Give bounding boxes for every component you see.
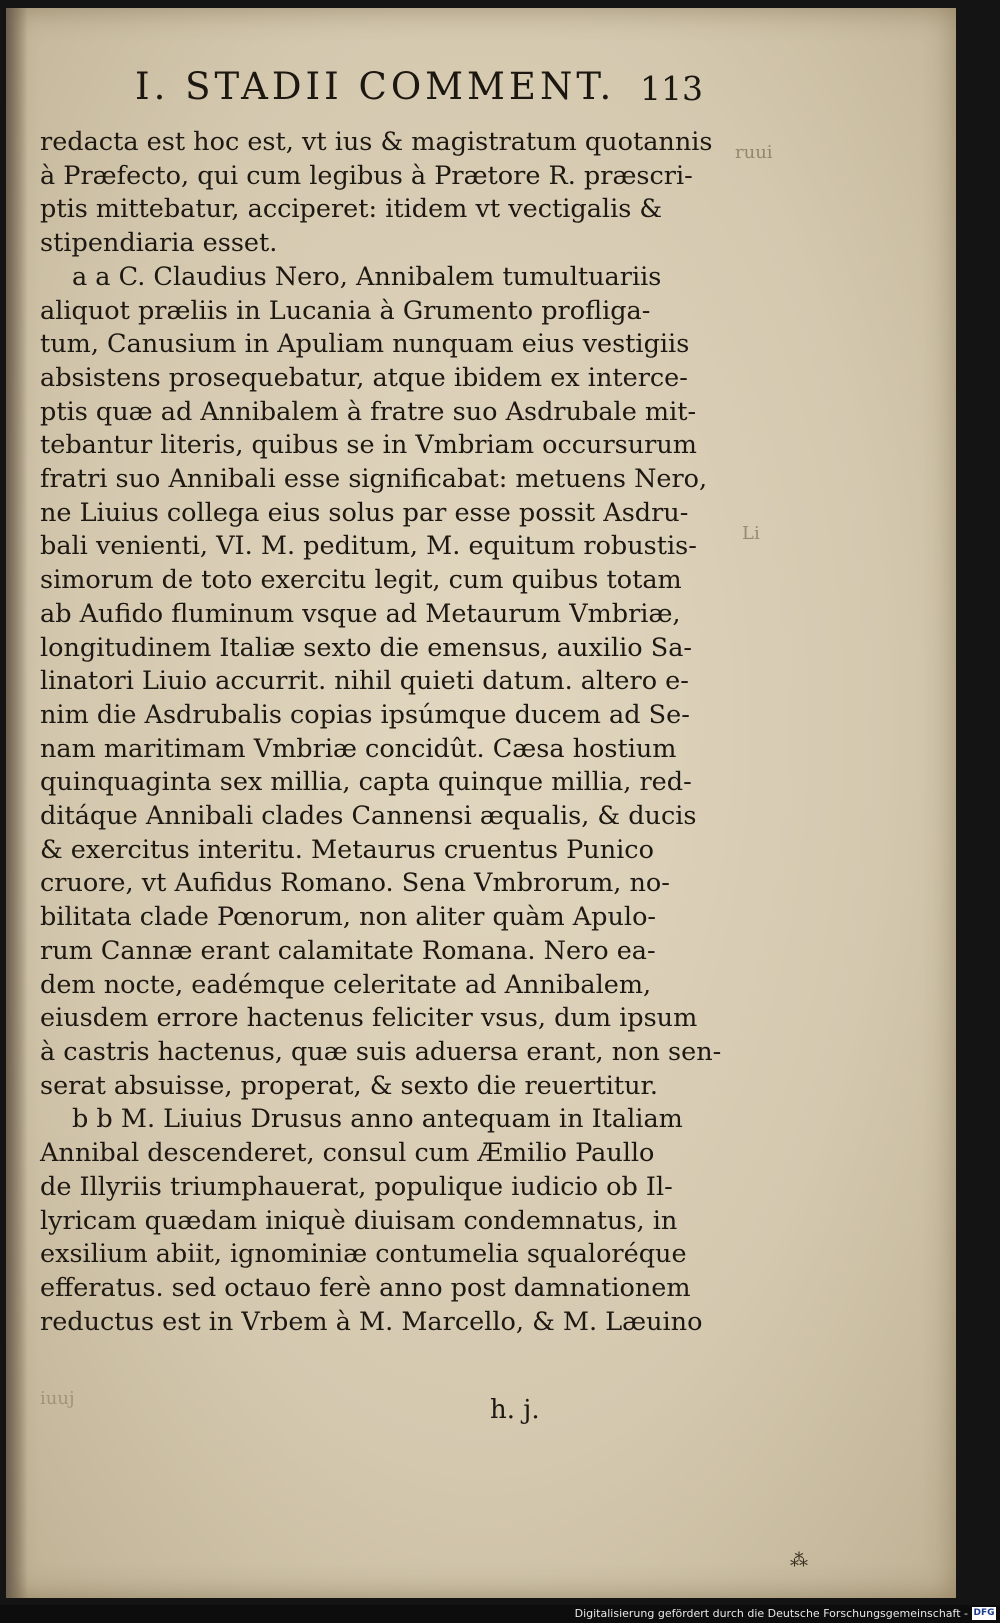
digitization-footer xyxy=(0,1605,1000,1623)
text-line: a a C. Claudius Nero, Annibalem tumultuariis xyxy=(72,261,662,292)
text-line: ptis quæ ad Annibalem à fratre suo Asdrubale mit- xyxy=(40,396,697,427)
text-line: nim die Asdrubalis copias ipsúmque ducem ad Se- xyxy=(40,699,690,730)
text-line: nam maritimam Vmbriæ concidût. Cæsa hostium xyxy=(40,733,677,764)
margin-bleed-text-right-middle: Li xyxy=(742,523,760,544)
text-line: tum, Canusium in Apuliam nunquam eius vestigiis xyxy=(40,329,690,360)
text-line: linatori Liuio accurrit. nihil quieti datum. altero e- xyxy=(40,666,689,697)
text-line: redacta est hoc est, vt ius & magistratum quotannis xyxy=(40,127,713,157)
text-line: ditáque Annibali clades Cannensi æqualis, & ducis xyxy=(40,801,697,832)
text-line: stipendiaria esset. xyxy=(40,228,278,259)
dfg-logo-icon: DFG xyxy=(973,1608,995,1618)
text-line: & exercitus interitu. Metaurus cruentus Punico xyxy=(40,834,654,865)
paragraph xyxy=(40,1103,703,1339)
paragraph xyxy=(40,126,713,261)
signature-mark: h. j. xyxy=(490,1395,540,1425)
text-line: reductus est in Vrbem à M. Marcello, & M. Læuino xyxy=(40,1306,703,1337)
text-line: eiusdem errore hactenus feliciter vsus, dum ipsum xyxy=(40,1003,698,1034)
text-line: bali venienti, VI. M. peditum, M. equitum robustis- xyxy=(40,531,697,562)
text-line: dem nocte, eadémque celeritate ad Annibalem, xyxy=(40,969,652,1000)
page-body-text xyxy=(40,126,722,1339)
text-line: bilitata clade Pœnorum, non aliter quàm Apulo- xyxy=(40,902,657,933)
text-line: tebantur literis, quibus se in Vmbriam occursurum xyxy=(40,430,697,461)
text-line: longitudinem Italiæ sexto die emensus, auxilio Sa- xyxy=(40,632,693,663)
text-line: simorum de toto exercitu legit, cum quibus totam xyxy=(40,565,682,596)
funding-credit: Digitalisierung gefördert durch die Deutsche Forschungsgemeinschaft - xyxy=(574,1607,968,1620)
margin-bleed-text-left-bottom: iuuj xyxy=(40,1388,75,1409)
text-line: de Illyriis triumphauerat, populique iudicio ob Il- xyxy=(40,1171,673,1202)
text-line: b b M. Liuius Drusus anno antequam in Italiam xyxy=(72,1104,683,1135)
text-line: quinquaginta sex millia, capta quinque millia, red- xyxy=(40,767,692,798)
page-gutter-shadow xyxy=(6,8,28,1598)
text-line: absistens prosequebatur, atque ibidem ex interce- xyxy=(40,362,688,393)
page-number: 113 xyxy=(640,69,703,108)
text-line: ptis mittebatur, acciperet: itidem vt vectigalis & xyxy=(40,194,663,225)
text-line: cruore, vt Aufidus Romano. Sena Vmbrorum, no- xyxy=(40,868,670,899)
text-line: Annibal descenderet, consul cum Æmilio Paullo xyxy=(40,1138,655,1169)
paragraph xyxy=(40,261,722,1104)
text-line: efferatus. sed octauo ferè anno post damnationem xyxy=(40,1272,691,1303)
text-line: à castris hactenus, quæ suis aduersa erant, non sen- xyxy=(40,1036,722,1067)
text-line: aliquot præliis in Lucania à Grumento profliga- xyxy=(40,295,651,326)
text-line: lyricam quædam iniquè diuisam condemnatus, in xyxy=(40,1205,678,1236)
text-line: fratri suo Annibali esse significabat: metuens Nero, xyxy=(40,464,708,495)
asterism-mark: ⁂ xyxy=(790,1550,808,1571)
margin-bleed-text-right-top: ruui xyxy=(735,142,773,163)
text-line: à Præfecto, qui cum legibus à Prætore R. præscri- xyxy=(40,160,693,191)
text-line: ab Aufido fluminum vsque ad Metaurum Vmbriæ, xyxy=(40,598,681,629)
text-line: exsilium abiit, ignominiæ contumelia squaloréque xyxy=(40,1239,687,1270)
running-title: I. STADII COMMENT. xyxy=(135,65,616,108)
text-line: ne Liuius collega eius solus par esse possit Asdru- xyxy=(40,497,689,528)
text-line: serat absuisse, properat, & sexto die reuertitur. xyxy=(40,1070,659,1101)
text-line: rum Cannæ erant calamitate Romana. Nero ea- xyxy=(40,935,656,966)
